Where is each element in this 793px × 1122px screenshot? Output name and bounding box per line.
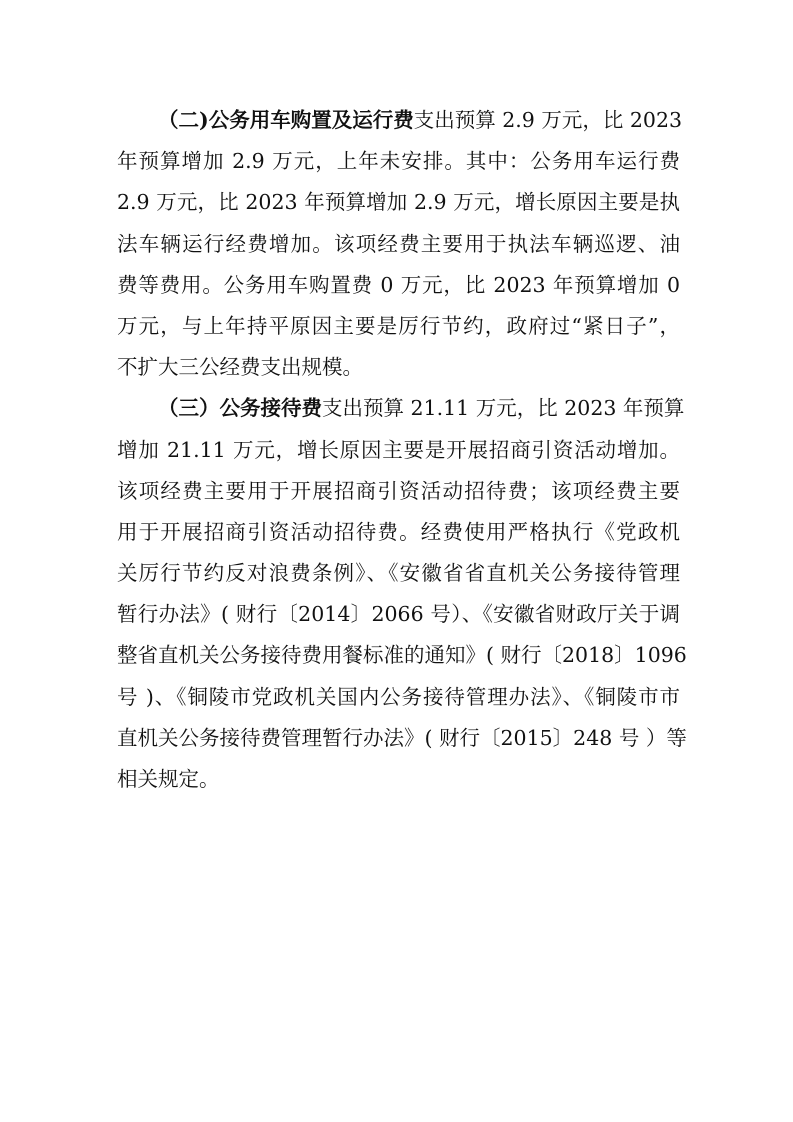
paragraph-line: 暂行办法》( 财行〔2014〕2066 号）、《安徽省财政厅关于调 bbox=[117, 602, 680, 627]
section-heading-vehicle: （二)公务用车购置及运行费 bbox=[158, 108, 414, 132]
paragraph-line: 2.9 万元，比 2023 年预算增加 2.9 万元，增长原因主要是执 bbox=[117, 190, 680, 215]
paragraph-line: 用于开展招商引资活动招待费。经费使用严格执行《党政机 bbox=[117, 519, 680, 544]
paragraph-line bbox=[117, 100, 683, 141]
paragraph-line: 费等费用。公务用车购置费 0 万元，比 2023 年预算增加 0 bbox=[117, 272, 680, 297]
paragraph-line: 不扩大三公经费支出规模。 bbox=[117, 355, 363, 380]
paragraph-line: 增加 21.11 万元，增长原因主要是开展招商引资活动增加。 bbox=[117, 437, 680, 462]
paragraph-line: 万元，与上年持平原因主要是厉行节约，政府过“紧日子”， bbox=[117, 313, 680, 338]
paragraph-vehicle-expenses bbox=[117, 100, 683, 388]
document-body bbox=[117, 100, 687, 800]
paragraph-line: 直机关公务接待费管理暂行办法》( 财行〔2015〕248 号 ）等 bbox=[117, 725, 687, 750]
text-run: 支出预算 2.9 万元，比 2023 bbox=[413, 108, 683, 132]
paragraph-line: 法车辆运行经费增加。该项经费主要用于执法车辆巡逻、油 bbox=[117, 231, 680, 256]
paragraph-reception-expenses bbox=[117, 388, 687, 800]
paragraph-line: 号 )、《铜陵市党政机关国内公务接待管理办法》、《铜陵市市 bbox=[117, 684, 680, 709]
paragraph-line: 关厉行节约反对浪费条例》、《安徽省省直机关公务接待管理 bbox=[117, 561, 680, 586]
paragraph-line: 相关规定。 bbox=[117, 767, 220, 791]
section-heading-reception: （三）公务接待费 bbox=[158, 396, 322, 421]
paragraph-line bbox=[117, 388, 685, 429]
text-run: 支出预算 21.11 万元，比 2023 年预算 bbox=[322, 396, 685, 421]
paragraph-line: 该项经费主要用于开展招商引资活动招待费；该项经费主要 bbox=[117, 478, 680, 503]
paragraph-line: 整省直机关公务接待费用餐标准的通知》( 财行〔2018〕1096 bbox=[117, 643, 687, 668]
paragraph-line: 年预算增加 2.9 万元，上年未安排。其中：公务用车运行费 bbox=[117, 149, 680, 174]
